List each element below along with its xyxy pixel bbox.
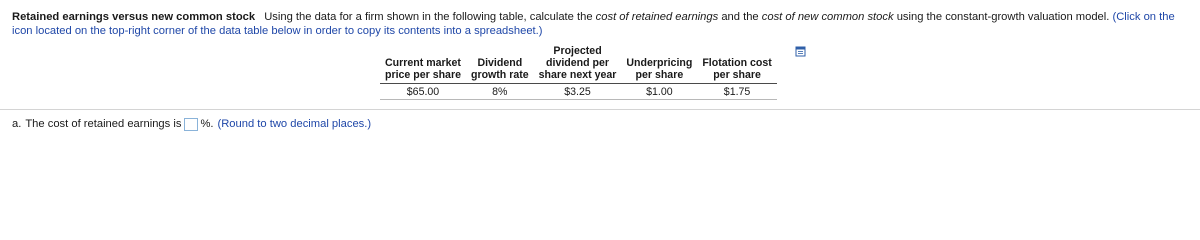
copy-to-spreadsheet-icon[interactable] (795, 46, 806, 57)
data-table-container (380, 45, 777, 100)
cell-underpricing: $1.00 (621, 84, 697, 100)
header-line: Flotation cost (702, 57, 772, 69)
percent-suffix: %. (200, 118, 214, 130)
header-line: Underpricing (626, 57, 693, 69)
cell-projected-dividend: $3.25 (534, 84, 622, 100)
header-line: share next year (538, 69, 617, 81)
cell-current-market-price: $65.00 (380, 84, 466, 100)
retained-earnings-cost-input[interactable] (184, 118, 198, 131)
header-line: Projected (553, 45, 602, 57)
cell-flotation-cost: $1.75 (697, 84, 776, 100)
header-line: Current market (385, 57, 461, 69)
header-line: growth rate (470, 69, 529, 81)
question-text (12, 10, 1192, 38)
header-line: dividend per (546, 57, 610, 69)
answer-row (12, 117, 371, 132)
header-line: per share (713, 69, 761, 81)
header-current-market-price (380, 45, 466, 84)
header-line: Dividend (477, 57, 523, 69)
data-table (380, 45, 777, 100)
header-projected-dividend (534, 45, 622, 84)
header-dividend-growth-rate (466, 45, 534, 84)
rounding-hint: (Round to two decimal places.) (217, 118, 372, 130)
copy-hint: (Click on the icon located on the top-right corner of the data table below in order to copy its contents into a spreadsheet.) (12, 11, 1175, 37)
header-underpricing (621, 45, 697, 84)
question-text-part-2: and the (721, 11, 759, 23)
section-divider (0, 109, 1200, 110)
header-line: per share (635, 69, 684, 81)
table-row (380, 84, 777, 100)
table-header-row (380, 45, 777, 84)
cell-dividend-growth-rate: 8% (466, 84, 534, 100)
question-text-part-1: Using the data for a firm shown in the following table, calculate the (264, 11, 593, 23)
emphasis-cost-retained-earnings: cost of retained earnings (595, 11, 719, 23)
question-text-part-3: using the constant-growth valuation model. (896, 11, 1110, 23)
question-title: Retained earnings versus new common stock (12, 11, 256, 23)
answer-part-label: a. (12, 118, 22, 130)
emphasis-cost-new-common-stock: cost of new common stock (761, 11, 894, 23)
answer-text: The cost of retained earnings is (25, 118, 182, 130)
header-flotation-cost (697, 45, 776, 84)
header-line: price per share (385, 69, 461, 81)
